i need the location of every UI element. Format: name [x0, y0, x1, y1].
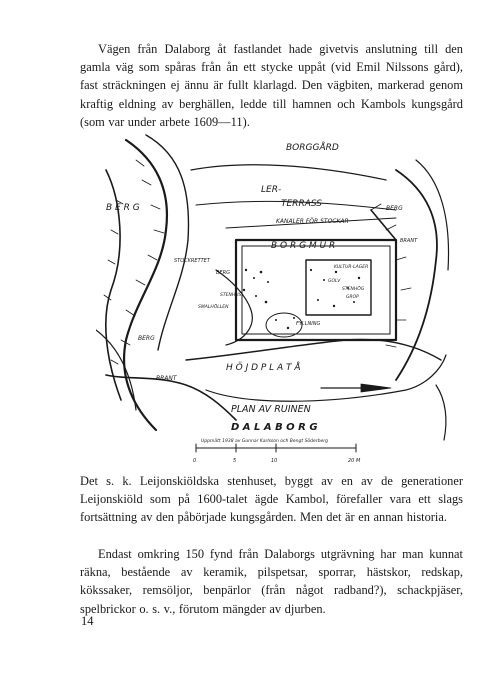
label-terrass: TERRASS — [281, 199, 322, 209]
label-grop: GROP — [346, 295, 359, 300]
label-berg-right: BERG — [386, 205, 403, 212]
map-credit: Uppmätt 1938 av Gunnar Karlsson och Bengt Söderberg — [201, 439, 328, 444]
label-kulturlager: KULTUR-LAGER — [334, 265, 369, 270]
paragraph-finds: Endast omkring 150 fynd från Dalaborgs utgrävning har man kunnat räkna, bestående av keramik, pilspetsar, sporrar, hästskor, redskap, kökssaker, remsöljor, benpärlor (från något radband?), schackpjäser, spelbrickor o. s. v., förutom mängder av djurben. — [80, 547, 463, 616]
label-brant-lower: BRANT — [156, 375, 177, 382]
map-title-line1: PLAN AV RUINEN — [231, 404, 311, 415]
label-borgmur: B O R G M U R — [271, 241, 336, 251]
label-berg-left: B E R G — [106, 203, 140, 213]
label-smalhollen: SMALHÖLLEN — [198, 305, 229, 310]
paragraph-stenhuset: Det s. k. Leijonskiöldska stenhuset, byggt av en av de generationer Leijonskiöld som på 1600-talet ägde Kambol, förefaller vara ett slags fortsättning av den påbörjade kungsgården. Men det är en annan historia. — [80, 474, 463, 525]
scale-20m: 20 M — [348, 458, 361, 464]
map-illustration — [96, 130, 451, 465]
label-berg-small: BERG — [216, 270, 230, 276]
label-fyllning: FYLLNING — [296, 321, 321, 327]
scale-5: 5 — [233, 458, 237, 464]
label-brant-right: BRANT — [400, 238, 418, 244]
label-ler: LER- — [261, 185, 282, 195]
dalaborg-plan-drawing — [96, 130, 451, 465]
label-stockrettet: STOCKRETTET — [174, 258, 210, 264]
label-golv: GOLV — [328, 279, 341, 284]
label-borggard: BORGGÅRD — [286, 143, 339, 153]
page-number: 14 — [81, 614, 94, 628]
label-berg-lower: BERG — [138, 335, 155, 342]
label-hojdplata: H Ö J D P L A T Å — [226, 363, 301, 373]
label-stenhus: STENHUS — [220, 293, 242, 298]
scale-0: 0 — [193, 458, 197, 464]
label-stenhog: STENHÖG — [342, 287, 365, 292]
map-title-line2: D A L A B O R G — [231, 422, 318, 433]
label-kanaler: KANALER FÖR STOCKAR — [276, 218, 349, 225]
paragraph-road: Vägen från Dalaborg åt fastlandet hade givetvis anslutning till den gamla väg som spåras från ån ett stycke uppåt (vid Emil Nilssons gård), fast sträckningen ej ännu är fullt klarlagd. Den vägbiten, markerad genom kraftig eldning av berghällen, ledde till hamnen och Kambols kungsgård (som var under arbete 1609—11). — [80, 42, 463, 129]
scale-10: 10 — [271, 458, 278, 464]
